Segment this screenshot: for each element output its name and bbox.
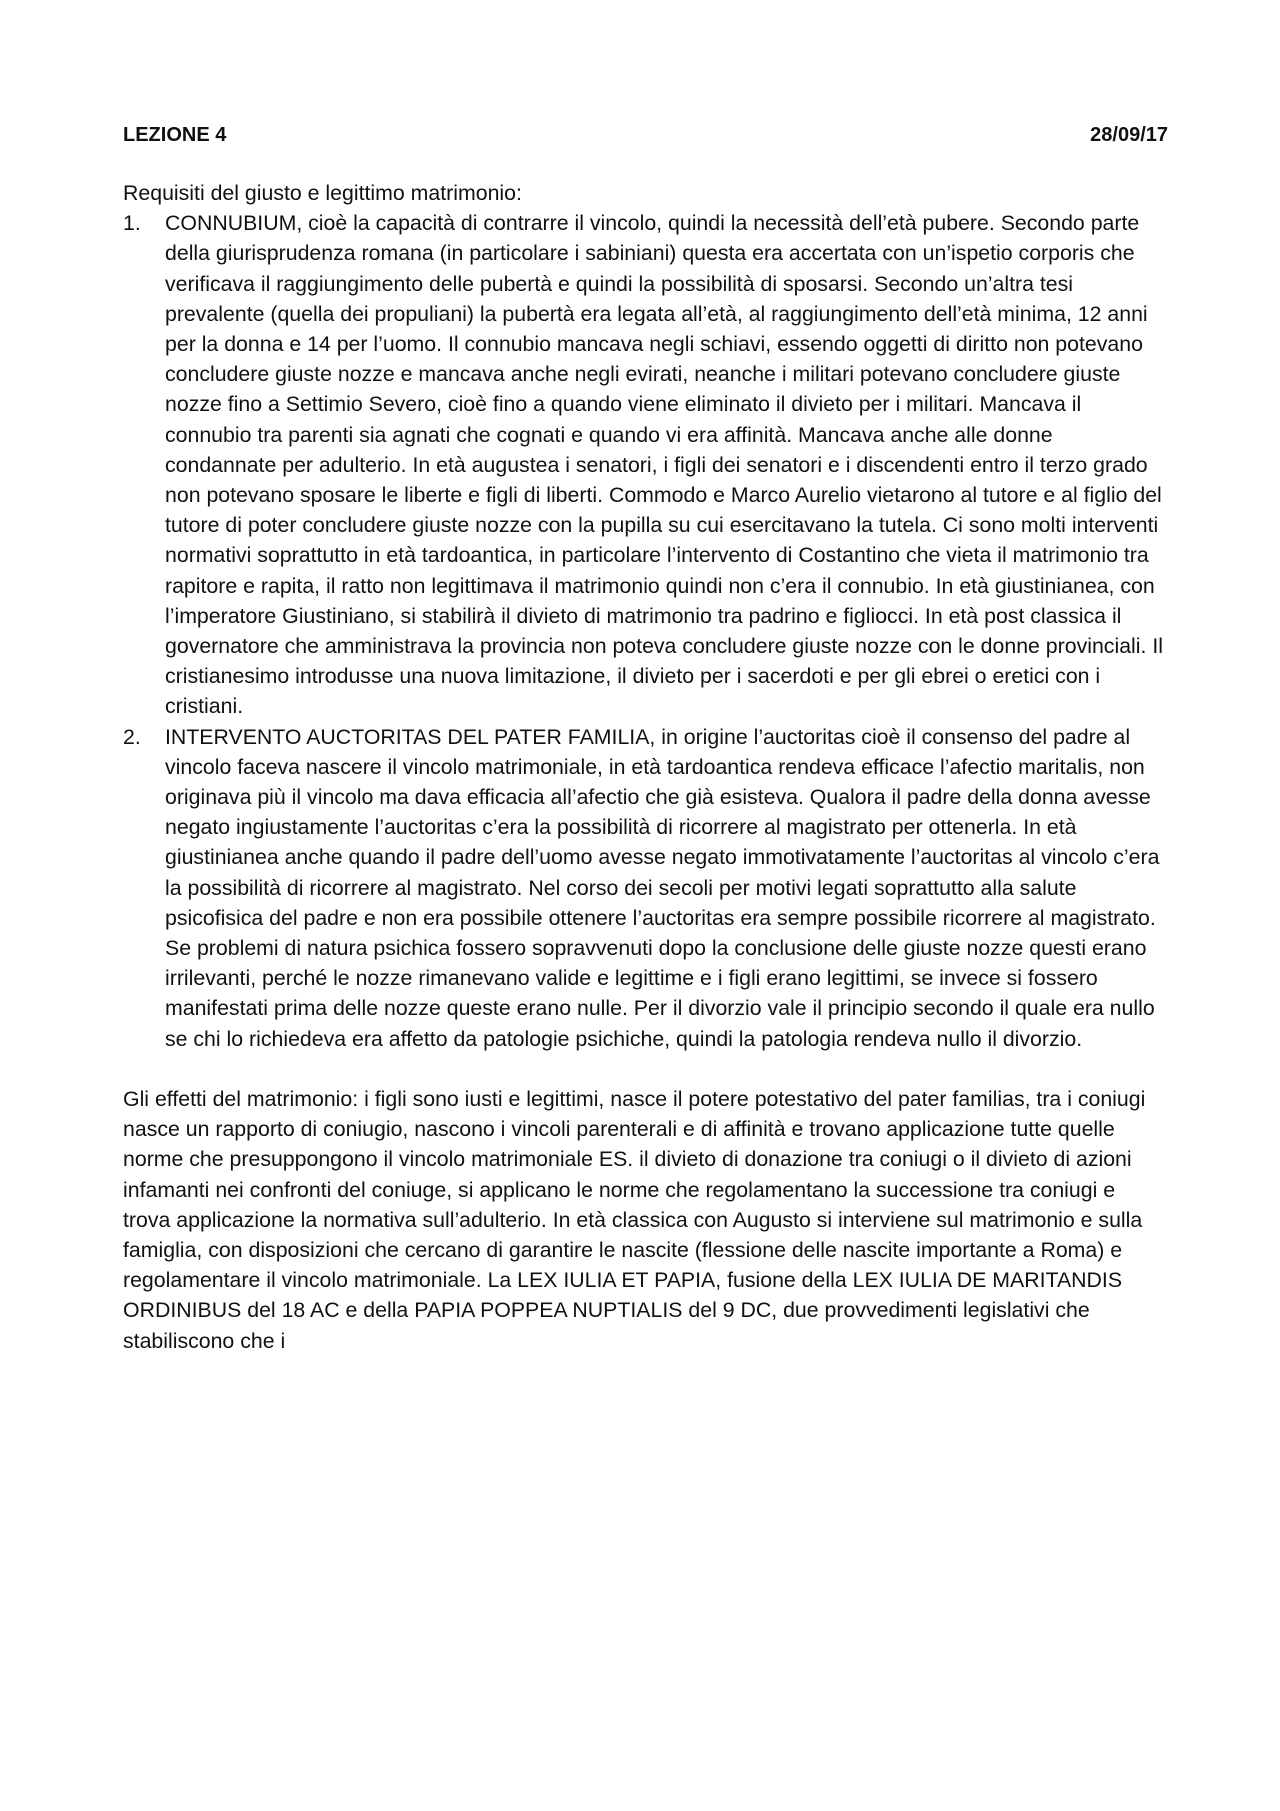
lesson-title: LEZIONE 4 — [123, 124, 227, 146]
document-body — [123, 178, 1168, 1356]
list-item — [123, 722, 1168, 1054]
list-item-text: INTERVENTO AUCTORITAS DEL PATER FAMILIA, in origine l’auctoritas cioè il consenso del padre al vincolo faceva nascere il vincolo matrimoniale, in età tardoantica rendeva efficace l’afectio maritalis, non originava più il vincolo ma dava efficacia all’afectio che già esisteva. Qualora il padre della donna avesse negato ingiustamente l’auctoritas c’era la possibilità di ricorrere al magistrato per ottenerla. In età giustinianea anche quando il padre dell’uomo avesse negato immotivatamente l’auctoritas al vincolo c’era la possibilità di ricorrere al magistrato. Nel corso dei secoli per motivi legati soprattutto alla salute psicofisica del padre e non era possibile ottenere l’auctoritas era sempre possibile ricorrere al magistrato. Se problemi di natura psichica fossero sopravvenuti dopo la conclusione delle giuste nozze questi erano irrilevanti, perché le nozze rimanevano valide e legittime e i figli erano legittimi, se invece si fossero manifestati prima delle nozze queste erano nulle. Per il divorzio vale il principio secondo il quale era nullo se chi lo richiedeva era affetto da patologie psichiche, quindi la patologia rendeva nullo il divorzio. — [165, 724, 1160, 1051]
requirements-list — [123, 208, 1168, 1054]
intro-paragraph: Requisiti del giusto e legittimo matrimonio: — [123, 181, 522, 205]
page-header — [123, 124, 1168, 154]
effects-paragraph: Gli effetti del matrimonio: i figli sono iusti e legittimi, nasce il potere potestativo del pater familias, tra i coniugi nasce un rapporto di coniugio, nascono i vincoli parenterali e di affinità e trovano applicazione tutte quelle norme che presuppongono il vincolo matrimoniale ES. il divieto di donazione tra coniugi o il divieto di azioni infamanti nei confronti del coniuge, si applicano le norme che regolamentano la successione tra coniugi e trova applicazione la normativa sull’adulterio. In età classica con Augusto si interviene sul matrimonio e sulla famiglia, con disposizioni che cercano di garantire le nascite (flessione delle nascite importante a Roma) e regolamentare il vincolo matrimoniale. La LEX IULIA ET PAPIA, fusione della LEX IULIA DE MARITANDIS ORDINIBUS del 18 AC e della PAPIA POPPEA NUPTIALIS del 9 DC, due provvedimenti legislativi che stabiliscono che i — [123, 1086, 1146, 1353]
list-item-number: 1. — [123, 211, 141, 236]
lesson-date: 28/09/17 — [1090, 124, 1168, 146]
list-item-number: 2. — [123, 724, 141, 749]
list-item — [123, 208, 1168, 721]
list-item-text: CONNUBIUM, cioè la capacità di contrarre il vincolo, quindi la necessità dell’età pubere. Secondo parte della giurisprudenza romana (in particolare i sabiniani) questa era accertata con un’ispetio corporis che verificava il raggiungimento delle pubertà e quindi la possibilità di sposarsi. Secondo un’altra tesi prevalente (quella dei propuliani) la pubertà era legata all’età, al raggiungimento dell’età minima, 12 anni per la donna e 14 per l’uomo. Il connubio mancava negli schiavi, essendo oggetti di diritto non potevano concludere giuste nozze e mancava anche negli evirati, neanche i militari potevano concludere giuste nozze fino a Settimio Severo, cioè fino a quando viene eliminato il divieto per i militari. Mancava il connubio tra parenti sia agnati che cognati e quando vi era affinità. Mancava anche alle donne condannate per adulterio. In età augustea i senatori, i figli dei senatori e i discendenti entro il terzo grado non potevano sposare le liberte e figli di liberti. Commodo e Marco Aurelio vietarono al tutore e al figlio del tutore di poter concludere giuste nozze con la pupilla su cui esercitavano la tutela. Ci sono molti interventi normativi soprattutto in età tardoantica, in particolare l’intervento di Costantino che vieta il matrimonio tra rapitore e rapita, il ratto non legittimava il matrimonio quindi non c’era il connubio. In età giustinianea, con l’imperatore Giustiniano, si stabilirà il divieto di matrimonio tra padrino e figliocci. In età post classica il governatore che amministrava la provincia non poteva concludere giuste nozze con le donne provinciali. Il cristianesimo introdusse una nuova limitazione, il divieto per i sacerdoti e per gli ebrei o eretici con i cristiani. — [165, 211, 1163, 719]
